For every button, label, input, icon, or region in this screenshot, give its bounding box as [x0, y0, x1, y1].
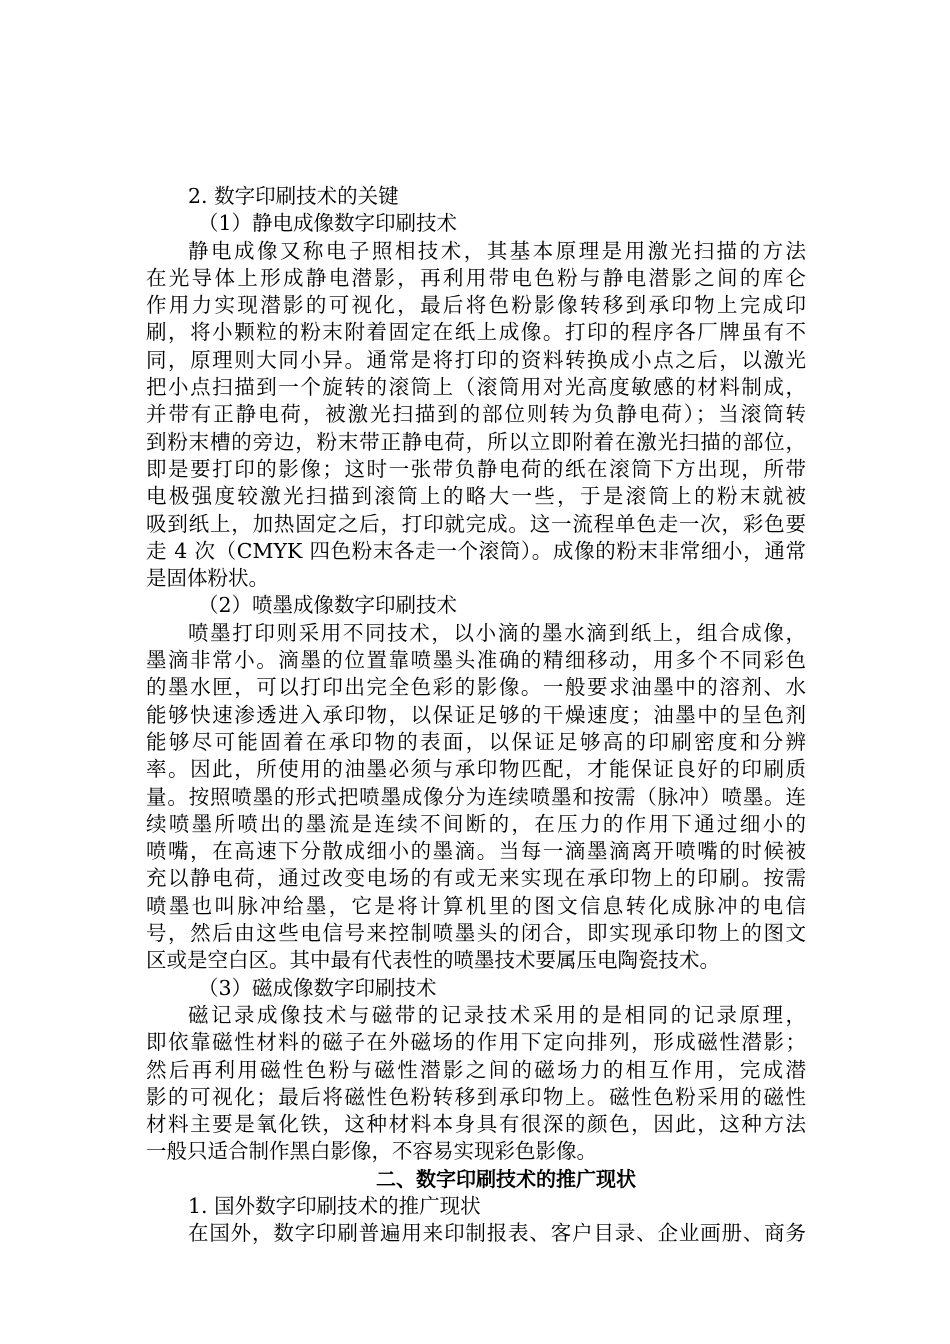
paragraph-line: 刷，将小颗粒的粉末附着固定在纸上成像。打印的程序各厂牌虽有不 [146, 320, 806, 345]
document-body [146, 183, 806, 1248]
paragraph-line: 续喷墨所喷出的墨流是连续不间断的，在压力的作用下通过细小的 [146, 811, 806, 836]
paragraph-line: 即是要打印的影像；这时一张带负静电荷的纸在滚筒下方出现，所带 [146, 456, 806, 481]
paragraph-line: 喷墨打印则采用不同技术，以小滴的墨水滴到纸上，组合成像， [188, 620, 806, 645]
paragraph-line: 材料主要是氧化铁，这种材料本身具有很深的颜色，因此，这种方法 [146, 1112, 806, 1137]
paragraph-line: 率。因此，所使用的油墨必须与承印物匹配，才能保证良好的印刷质 [146, 757, 806, 782]
subheading-inkjet: （2）喷墨成像数字印刷技术 [198, 593, 458, 618]
paragraph-line: 喷嘴，在高速下分散成细小的墨滴。当每一滴墨滴离开喷嘴的时候被 [146, 839, 806, 864]
paragraph-foreign [146, 1220, 806, 1247]
subheading-magnetic: （3）磁成像数字印刷技术 [198, 975, 437, 1000]
paragraph-line: 并带有正静电荷，被激光扫描到的部位则转为负静电荷）；当滚筒转 [146, 402, 806, 427]
paragraph-line: 量。按照喷墨的形式把喷墨成像分为连续喷墨和按需（脉冲）喷墨。连 [146, 784, 806, 809]
paragraph-line: 是固体粉状。 [146, 566, 269, 591]
paragraph-line: 影的可视化；最后将磁性色粉转移到承印物上。磁性色粉采用的磁性 [146, 1084, 806, 1109]
paragraph-line: 充以静电荷，通过改变电场的有或无来实现在承印物上的印刷。按需 [146, 866, 806, 891]
paragraph-line: 喷墨也叫脉冲给墨，它是将计算机里的图文信息转化成脉冲的电信 [146, 893, 806, 918]
paragraph-line: 能够快速渗透进入承印物，以保证足够的干燥速度；油墨中的呈色剂 [146, 702, 806, 727]
heading-foreign-status: 1. 国外数字印刷技术的推广现状 [188, 1193, 481, 1218]
paragraph-line: 电极强度较激光扫描到滚筒上的略大一些，于是滚筒上的粉末就被 [146, 484, 806, 509]
paragraph-line: 到粉末槽的旁边，粉末带正静电荷，所以立即附着在激光扫描的部位， [146, 429, 806, 454]
paragraph-line: 在光导体上形成静电潜影，再利用带电色粉与静电潜影之间的库仑 [146, 265, 806, 290]
paragraph-line: 区或是空白区。其中最有代表性的喷墨技术要属压电陶瓷技术。 [146, 948, 720, 973]
paragraph-line: 墨滴非常小。滴墨的位置靠喷墨头准确的精细移动，用多个不同彩色 [146, 648, 806, 673]
paragraph-line: 号，然后由这些电信号来控制喷墨头的闭合，即实现承印物上的图文 [146, 921, 806, 946]
paragraph-line: 吸到纸上，加热固定之后，打印就完成。这一流程单色走一次，彩色要 [146, 511, 806, 536]
paragraph-line: 把小点扫描到一个旋转的滚筒上（滚筒用对光高度敏感的材料制成， [146, 375, 806, 400]
section-title-promotion-status: 二、数字印刷技术的推广现状 [376, 1166, 636, 1191]
paragraph-line: 走 4 次（CMYK 四色粉末各走一个滚筒）。成像的粉末非常细小，通常 [146, 538, 806, 563]
paragraph-line: 在国外，数字印刷普遍用来印制报表、客户目录、企业画册、商务 [188, 1221, 806, 1246]
paragraph-magnetic [146, 1002, 806, 1166]
paragraph-line: 静电成像又称电子照相技术，其基本原理是用激光扫描的方法 [188, 238, 806, 263]
subheading-electrostatic: （1）静电成像数字印刷技术 [198, 211, 458, 236]
heading-digital-printing-key: 2. 数字印刷技术的关键 [188, 184, 399, 208]
paragraph-line: 能够尽可能固着在承印物的表面，以保证足够高的印刷密度和分辨 [146, 729, 806, 754]
paragraph-line: 作用力实现潜影的可视化，最后将色粉影像转移到承印物上完成印 [146, 293, 806, 318]
paragraph-line: 磁记录成像技术与磁带的记录技术采用的是相同的记录原理， [188, 1002, 806, 1027]
paragraph-line: 同，原理则大同小异。通常是将打印的资料转换成小点之后，以激光 [146, 347, 806, 372]
paragraph-inkjet [146, 620, 806, 975]
paragraph-electrostatic [146, 238, 806, 593]
paragraph-line: 的墨水匣，可以打印出完全色彩的影像。一般要求油墨中的溶剂、水 [146, 675, 806, 700]
paragraph-line: 然后再利用磁性色粉与磁性潜影之间的磁场力的相互作用，完成潜 [146, 1057, 806, 1082]
paragraph-line: 一般只适合制作黑白影像，不容易实现彩色影像。 [146, 1139, 597, 1164]
paragraph-line: 即依靠磁性材料的磁子在外磁场的作用下定向排列，形成磁性潜影； [146, 1030, 806, 1055]
